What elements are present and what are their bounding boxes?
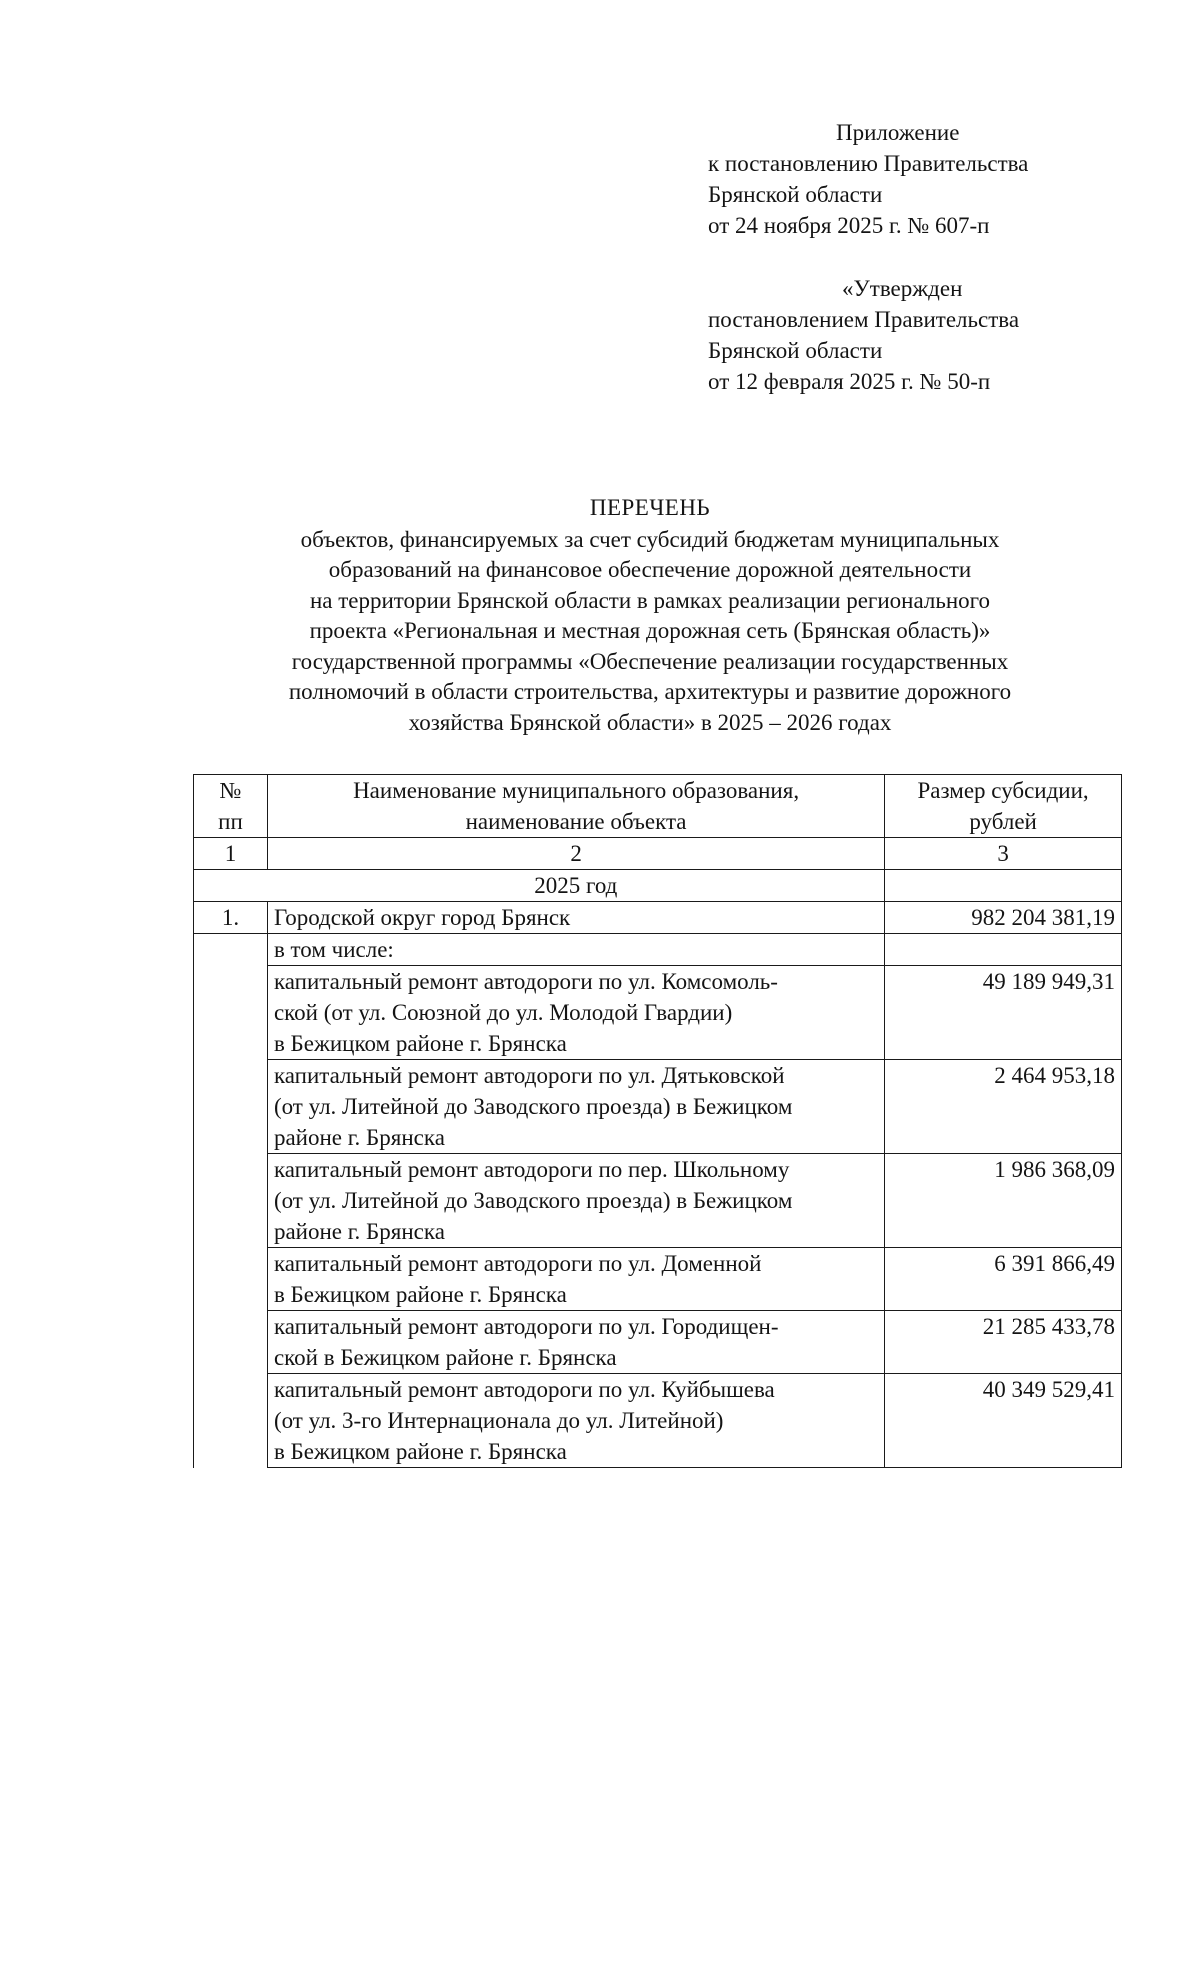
object-name <box>267 1374 884 1468</box>
object-name-line: (от ул. Литейной до Заводского проезда) в Бежицком <box>273 1188 793 1213</box>
year-amount-empty <box>885 870 1122 902</box>
header-name-line-2: наименование объекта <box>465 809 687 834</box>
object-name-line: в Бежицком районе г. Брянска <box>273 1439 567 1464</box>
district-amount: 982 204 381,19 <box>885 902 1122 934</box>
district-number: 1. <box>194 902 268 934</box>
year-label: 2025 год <box>267 870 884 902</box>
object-amount: 1 986 368,09 <box>885 1154 1122 1248</box>
object-name-line: районе г. Брянска <box>273 1219 445 1244</box>
object-name-line: капитальный ремонт автодороги по пер. Школьному <box>273 1157 790 1182</box>
object-name-line: капитальный ремонт автодороги по ул. Комсомоль- <box>273 969 778 994</box>
object-name-line: капитальный ремонт автодороги по ул. Доменной <box>273 1251 762 1276</box>
object-amount: 2 464 953,18 <box>885 1060 1122 1154</box>
header-number-line-2: пп <box>218 809 243 834</box>
year-cell-empty <box>194 870 268 902</box>
title-heading: ПЕРЕЧЕНЬ <box>589 495 711 520</box>
object-name-line: в Бежицком районе г. Брянска <box>273 1031 567 1056</box>
object-name <box>267 1311 884 1374</box>
objects-table <box>193 774 1122 1468</box>
district-name: Городской округ город Брянск <box>267 902 884 934</box>
title-line: хозяйства Брянской области» в 2025 – 2026 годах <box>408 709 892 735</box>
annex-line-1: Приложение <box>836 120 960 145</box>
object-name-line: (от ул. Литейной до Заводского проезда) в Бежицком <box>273 1094 793 1119</box>
object-name-line: капитальный ремонт автодороги по ул. Куйбышева <box>273 1377 775 1402</box>
title-line: полномочий в области строительства, архитектуры и развитие дорожного <box>288 679 1012 704</box>
annex-line-4: от 24 ноября 2025 г. № 607-п <box>708 213 990 238</box>
document-title <box>150 493 1150 738</box>
header-amount-line-2: рублей <box>969 809 1037 834</box>
table-header-row <box>194 775 1122 838</box>
annex-line-3: Брянской области <box>708 182 883 207</box>
object-name-line: капитальный ремонт автодороги по ул. Дятьковской <box>273 1063 785 1088</box>
title-line: объектов, финансируемых за счет субсидий бюджетам муниципальных <box>300 526 1000 552</box>
year-row <box>194 870 1122 902</box>
object-amount: 6 391 866,49 <box>885 1248 1122 1311</box>
object-name <box>267 1248 884 1311</box>
object-name-line: ской в Бежицком районе г. Брянска <box>273 1345 617 1370</box>
header-name <box>267 775 884 838</box>
object-name <box>267 966 884 1060</box>
approval-block <box>708 273 1019 397</box>
annex-block <box>708 117 1028 241</box>
approval-line-3: Брянской области <box>708 338 883 363</box>
title-line: образований на финансовое обеспечение дорожной деятельности <box>328 557 972 582</box>
object-amount: 49 189 949,31 <box>885 966 1122 1060</box>
annex-line-2: к постановлению Правительства <box>708 151 1029 176</box>
table-row <box>194 1374 1122 1468</box>
object-name-line: в Бежицком районе г. Брянска <box>273 1282 567 1307</box>
title-line: на территории Брянской области в рамках реализации регионального <box>309 587 991 613</box>
title-line: проекта «Региональная и местная дорожная сеть (Брянская область)» <box>309 618 991 643</box>
objects-number-cell <box>194 934 268 1468</box>
table-row <box>194 1248 1122 1311</box>
table-row <box>194 966 1122 1060</box>
object-name-line: (от ул. 3-го Интернационала до ул. Литейной) <box>273 1408 724 1433</box>
header-number-line-1: № <box>219 778 242 803</box>
column-number-2: 2 <box>267 838 884 870</box>
title-line: государственной программы «Обеспечение реализации государственных <box>291 648 1009 674</box>
approval-line-4: от 12 февраля 2025 г. № 50-п <box>708 369 991 394</box>
column-numbering-row <box>194 838 1122 870</box>
including-label: в том числе: <box>267 934 884 966</box>
object-amount: 40 349 529,41 <box>885 1374 1122 1468</box>
table-row <box>194 1154 1122 1248</box>
object-name-line: районе г. Брянска <box>273 1125 445 1150</box>
table-row <box>194 1311 1122 1374</box>
object-amount: 21 285 433,78 <box>885 1311 1122 1374</box>
header-amount <box>885 775 1122 838</box>
header-amount-line-1: Размер субсидии, <box>917 778 1089 803</box>
header-name-line-1: Наименование муниципального образования, <box>353 778 800 803</box>
approval-line-2: постановлением Правительства <box>708 307 1020 332</box>
object-name-line: капитальный ремонт автодороги по ул. Городищен- <box>273 1314 779 1339</box>
district-row <box>194 902 1122 934</box>
approval-line-1: «Утвержден <box>842 276 963 301</box>
table-row <box>194 1060 1122 1154</box>
object-name-line: ской (от ул. Союзной до ул. Молодой Гвардии) <box>273 1000 733 1025</box>
header-number <box>194 775 268 838</box>
including-row <box>194 934 1122 966</box>
column-number-1: 1 <box>194 838 268 870</box>
object-name <box>267 1154 884 1248</box>
column-number-3: 3 <box>885 838 1122 870</box>
object-name <box>267 1060 884 1154</box>
including-amount-empty <box>885 934 1122 966</box>
